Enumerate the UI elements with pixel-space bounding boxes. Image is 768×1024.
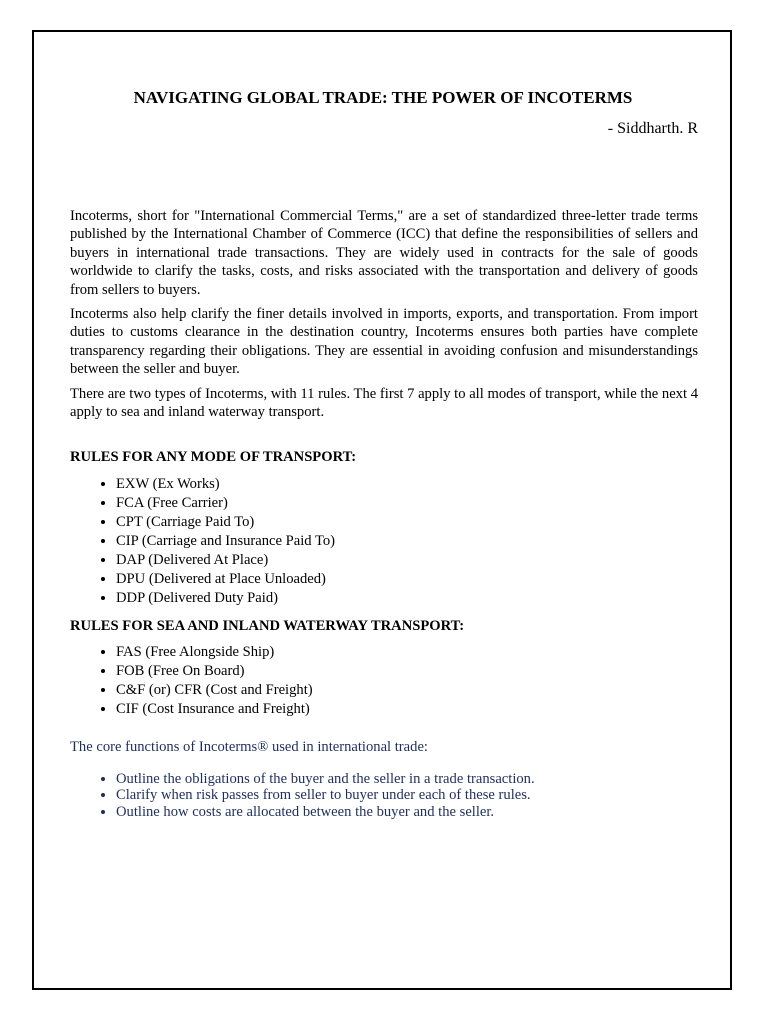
list-item: • CIP (Carriage and Insurance Paid To) bbox=[116, 532, 698, 551]
any-mode-rules-list bbox=[70, 475, 698, 609]
list-item: • CPT (Carriage Paid To) bbox=[116, 513, 698, 532]
list-item: • FCA (Free Carrier) bbox=[116, 494, 698, 513]
list-item: • FAS (Free Alongside Ship) bbox=[116, 643, 698, 662]
list-item: • Clarify when risk passes from seller to buyer under each of these rules. bbox=[116, 787, 698, 804]
paragraph-definition: Incoterms, short for "International Commercial Terms," are a set of standardized three-letter trade terms published by the International Chamber of Commerce (ICC) that define the responsibilities of sellers and buyers in international trade transactions. They are widely used in contracts for the sale of goods worldwide to clarify the tasks, costs, and risks associated with the transportation and delivery of goods from sellers to buyers. bbox=[70, 208, 698, 298]
list-item: • EXW (Ex Works) bbox=[116, 475, 698, 494]
author-byline: - Siddharth. R bbox=[607, 120, 698, 137]
core-functions-intro: The core functions of Incoterms® used in international trade: bbox=[70, 739, 428, 756]
core-functions-list bbox=[70, 771, 698, 821]
paragraph-clarification: Incoterms also help clarify the finer details involved in imports, exports, and transportation. From import duties to customs clearance in the destination country, Incoterms ensures both parties have complete transparency regarding their obligations. They are essential in avoiding confusion and misunderstandings between the seller and buyer. bbox=[70, 306, 698, 378]
document-body bbox=[70, 207, 698, 820]
list-item: • CIF (Cost Insurance and Freight) bbox=[116, 700, 698, 719]
heading-any-mode: RULES FOR ANY MODE OF TRANSPORT: bbox=[70, 449, 357, 466]
list-item: • DAP (Delivered At Place) bbox=[116, 551, 698, 570]
paragraph-types: There are two types of Incoterms, with 11 rules. The first 7 apply to all modes of transport, while the next 4 apply to sea and inland waterway transport. bbox=[70, 385, 698, 421]
document-title: NAVIGATING GLOBAL TRADE: THE POWER OF INCOTERMS bbox=[133, 88, 633, 107]
list-item: • DPU (Delivered at Place Unloaded) bbox=[116, 570, 698, 589]
sea-mode-rules-list bbox=[70, 643, 698, 719]
list-item: • Outline the obligations of the buyer and the seller in a trade transaction. bbox=[116, 771, 698, 788]
list-item: • C&F (or) CFR (Cost and Freight) bbox=[116, 681, 698, 700]
list-item: • DDP (Delivered Duty Paid) bbox=[116, 589, 698, 608]
list-item: • FOB (Free On Board) bbox=[116, 662, 698, 681]
heading-sea-mode: RULES FOR SEA AND INLAND WATERWAY TRANSPORT: bbox=[70, 617, 465, 634]
list-item: • Outline how costs are allocated between the buyer and the seller. bbox=[116, 804, 698, 821]
